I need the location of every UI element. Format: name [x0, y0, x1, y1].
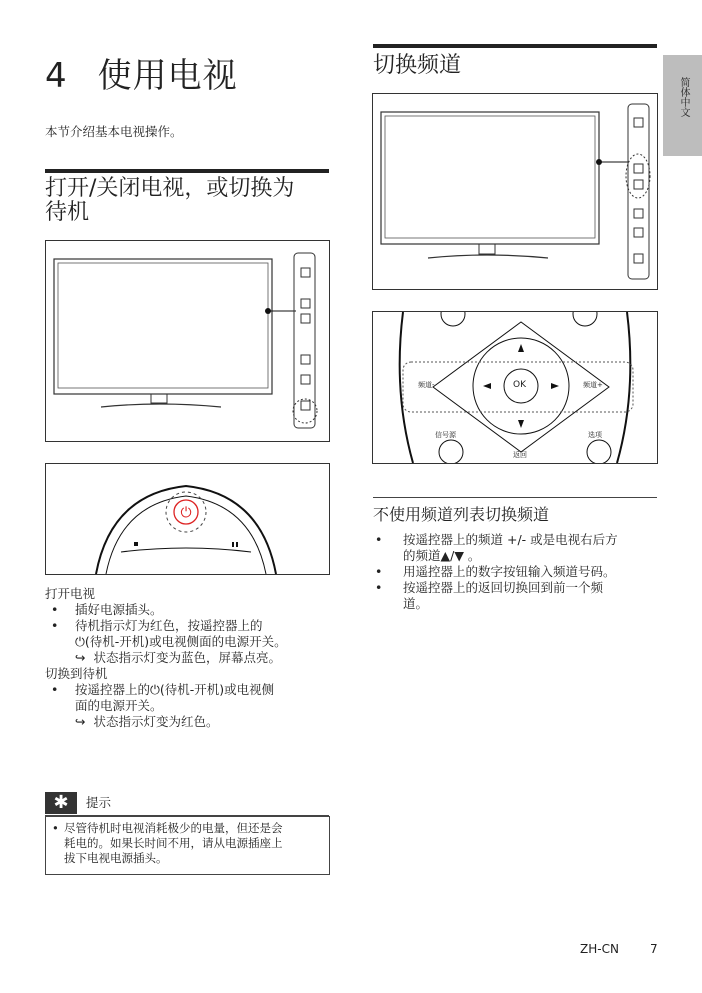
svg-text:⏻: ⏻ — [180, 505, 192, 521]
section-rule — [373, 44, 657, 48]
section-rule — [45, 169, 329, 173]
step-item: • 按遥控器上的⏻(待机-开机)或电视侧 — [51, 682, 275, 697]
tv-channel-figure — [372, 93, 658, 290]
section-heading-power — [45, 177, 294, 225]
remote-power-figure — [45, 463, 330, 575]
options-label: 选项 — [588, 431, 602, 439]
intro-text: 本节介绍基本电视操作。 — [45, 124, 183, 139]
ch-minus-label: 频道- — [418, 381, 435, 389]
tip-line: 耗电的。如果长时间不用，请从电源插座上 — [64, 836, 283, 850]
result-line: ↪ 状态指示灯变为蓝色，屏幕点亮。 — [75, 650, 281, 665]
tip-icon: ✱ — [45, 792, 77, 814]
chapter-name: 使用电视 — [97, 56, 238, 96]
heading-line-2: 待机 — [45, 200, 90, 225]
back-label: 返回 — [513, 451, 527, 459]
ok-label: OK — [513, 380, 526, 390]
chapter-title — [45, 48, 238, 97]
arrow-icon: ↪ — [75, 714, 86, 729]
language-label: 简体中文 — [678, 77, 689, 117]
list-item: • 按遥控器上的频道 +/- 或是电视右后方 的频道▲/▼ 。 — [375, 532, 618, 563]
language-side-tab — [663, 55, 702, 156]
step-item: • 待机指示灯为红色，按遥控器上的 — [51, 618, 263, 633]
list-item: • 按遥控器上的返回切换回到前一个频 道。 — [375, 580, 604, 611]
list-item: • 用遥控器上的数字按钮输入频道号码。 — [375, 564, 616, 579]
tip-line: 拔下电视电源插头。 — [64, 851, 168, 865]
tip-label: 提示 — [86, 795, 112, 810]
arrow-icon: ↪ — [75, 650, 86, 665]
turn-on-title: 打开电视 — [45, 586, 96, 601]
subheading-no-list: 不使用频道列表切换频道 — [373, 505, 550, 524]
tv-figure — [45, 240, 330, 442]
source-label: 信号源 — [435, 431, 456, 439]
tip-box: • 尽管待机时电视消耗极少的电量，但还是会 耗电的。如果长时间不用，请从电源插座上 拔下电视电源插头。 — [45, 816, 330, 875]
remote-nav-figure — [372, 311, 658, 464]
heading-line-1: 打开/关闭电视，或切换为 — [45, 176, 295, 201]
chapter-number: 4 — [45, 56, 68, 96]
turn-on-block — [45, 586, 335, 730]
step-item-cont: 面的电源开关。 — [75, 698, 163, 713]
step-item-cont: ⏻(待机-开机)或电视侧面的电源开关。 — [75, 634, 287, 649]
footer-lang: ZH-CN — [580, 942, 619, 956]
ch-plus-label: 频道+ — [583, 381, 603, 389]
result-line: ↪ 状态指示灯变为红色。 — [75, 714, 219, 729]
page-number: 7 — [650, 942, 658, 956]
tip-line: 尽管待机时电视消耗极少的电量，但还是会 — [64, 821, 283, 835]
remote-illustration — [46, 464, 329, 574]
standby-title: 切换到待机 — [45, 666, 108, 681]
tv-illustration — [46, 241, 329, 441]
step-item: • 插好电源插头。 — [51, 602, 163, 617]
tv-channel-illustration — [373, 94, 657, 289]
channel-steps — [373, 532, 663, 612]
section-heading-channels: 切换频道 — [373, 53, 462, 78]
subheading-rule — [373, 497, 657, 498]
